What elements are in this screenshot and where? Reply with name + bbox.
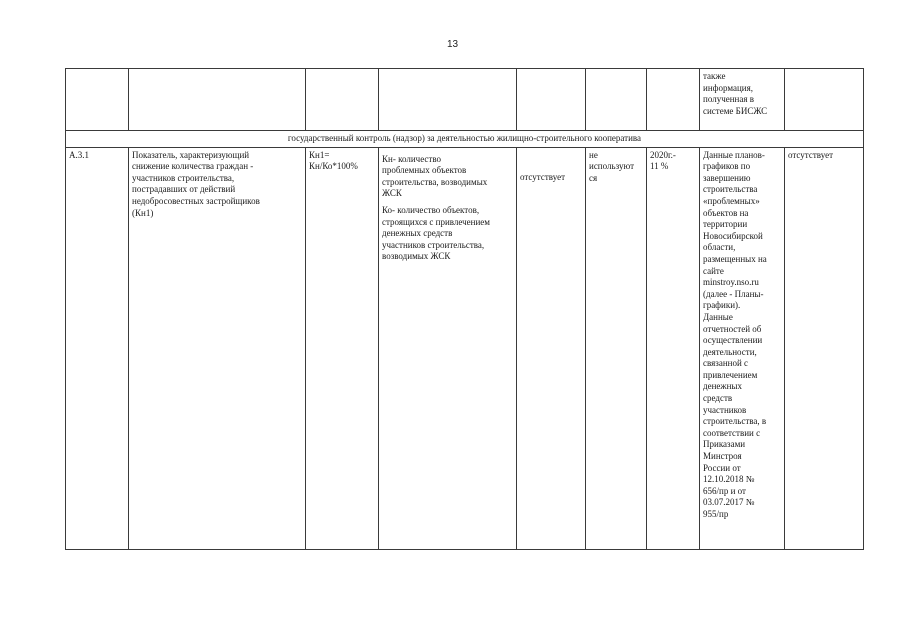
text-line: деятельности,: [703, 346, 757, 357]
text-line: 12.10.2018 №: [703, 474, 755, 485]
text-line: Показатель, характеризующий: [132, 149, 250, 160]
text-line: отчетностей об: [703, 323, 762, 334]
text-line: осуществлении: [703, 335, 763, 346]
text-line: строительства, в: [703, 416, 767, 427]
empty-cell: [586, 69, 647, 131]
text-line: Данные: [703, 311, 733, 322]
text-line: сайте: [703, 265, 724, 276]
text-line: полученная в: [703, 94, 754, 105]
indicator-code: А.3.1: [66, 147, 129, 549]
definition-kn: [382, 154, 513, 200]
top-row: [66, 69, 864, 131]
cell-baseline-value: [647, 147, 700, 549]
text-line: денежных средств: [382, 228, 453, 239]
text-line: Приказами: [703, 439, 746, 450]
text-line: (Кн1): [132, 207, 154, 218]
section-title: государственный контроль (надзор) за деятельностью жилищно-строительного кооператива: [66, 131, 864, 148]
page-number: 13: [446, 39, 459, 50]
empty-cell: [785, 69, 864, 131]
text-line: 11 %: [650, 161, 669, 172]
text-line: ся: [589, 172, 598, 183]
text-line: размещенных на: [703, 253, 767, 264]
text-line: 03.07.2017 №: [703, 497, 755, 508]
text-line: Кн- количество: [382, 153, 442, 164]
text-line: системе БИСЖС: [703, 105, 768, 116]
text-line: снижение количества граждан -: [132, 161, 254, 172]
indicator-row: [66, 147, 864, 549]
text-line: minstroy.nso.ru: [703, 277, 759, 288]
indicator-name: [129, 147, 306, 549]
text-line: области,: [703, 242, 736, 253]
empty-cell: [379, 69, 517, 131]
indicator-definitions: [379, 147, 517, 549]
text-line: средств: [703, 393, 733, 404]
text-line: 656/пр и от: [703, 485, 746, 496]
text-line: (далее - Планы-: [703, 288, 764, 299]
info-source-continuation: [700, 69, 785, 131]
text-line: объектов на: [703, 207, 749, 218]
text-line: 955/пр: [703, 509, 729, 519]
text-line: привлечением: [703, 369, 758, 380]
text-line: строительства: [703, 184, 758, 195]
text-line: возводимых ЖСК: [382, 251, 451, 262]
empty-cell: [66, 69, 129, 131]
text-line: не: [589, 149, 598, 160]
text-line: также: [703, 71, 726, 81]
text-line: России от: [703, 462, 741, 473]
text-line: соответствии с: [703, 427, 761, 438]
cell-absent: отсутствует: [785, 147, 864, 549]
indicator-formula: [306, 147, 379, 549]
text-line: строительства, возводимых: [382, 176, 488, 187]
text-line: строящихся с привлечением: [382, 216, 490, 227]
empty-cell: [306, 69, 379, 131]
text-line: участников строительства,: [132, 172, 235, 183]
text-line: проблемных объектов: [382, 165, 467, 176]
text-line: информация,: [703, 82, 753, 93]
text-line: территории: [703, 219, 748, 230]
text-line: участников: [703, 404, 747, 415]
text-line: «проблемных»: [703, 195, 760, 206]
text-line: денежных: [703, 381, 742, 392]
definition-ko: [382, 205, 513, 263]
text-line: Кн1=: [309, 149, 330, 160]
cell-absent: [517, 147, 586, 549]
text-line: используют: [589, 161, 635, 172]
text-line: Данные планов-: [703, 149, 765, 160]
text-line: графиков по: [703, 161, 751, 172]
text-line: пострадавших от действий: [132, 184, 236, 195]
text-line: Минстроя: [703, 451, 742, 462]
empty-cell: [517, 69, 586, 131]
text-line: Новосибирской: [703, 230, 763, 241]
empty-cell: [647, 69, 700, 131]
text-line: 2020г.-: [650, 149, 676, 160]
text-line: Ко- количество объектов,: [382, 204, 480, 215]
cell-not-used: [586, 147, 647, 549]
info-source: [700, 147, 785, 549]
text-line: недобросовестных застройщиков: [132, 195, 260, 206]
empty-cell: [129, 69, 306, 131]
section-row: [66, 131, 864, 148]
indicator-table: [65, 68, 864, 550]
text-line: участников строительства,: [382, 239, 485, 250]
text-line: завершению: [703, 172, 751, 183]
text-line: связанной с: [703, 358, 749, 369]
text-line: графики).: [703, 300, 741, 311]
text-line: ЖСК: [382, 188, 402, 199]
text-line: Кн/Ко*100%: [309, 161, 358, 172]
text-line: отсутствует: [520, 171, 566, 182]
